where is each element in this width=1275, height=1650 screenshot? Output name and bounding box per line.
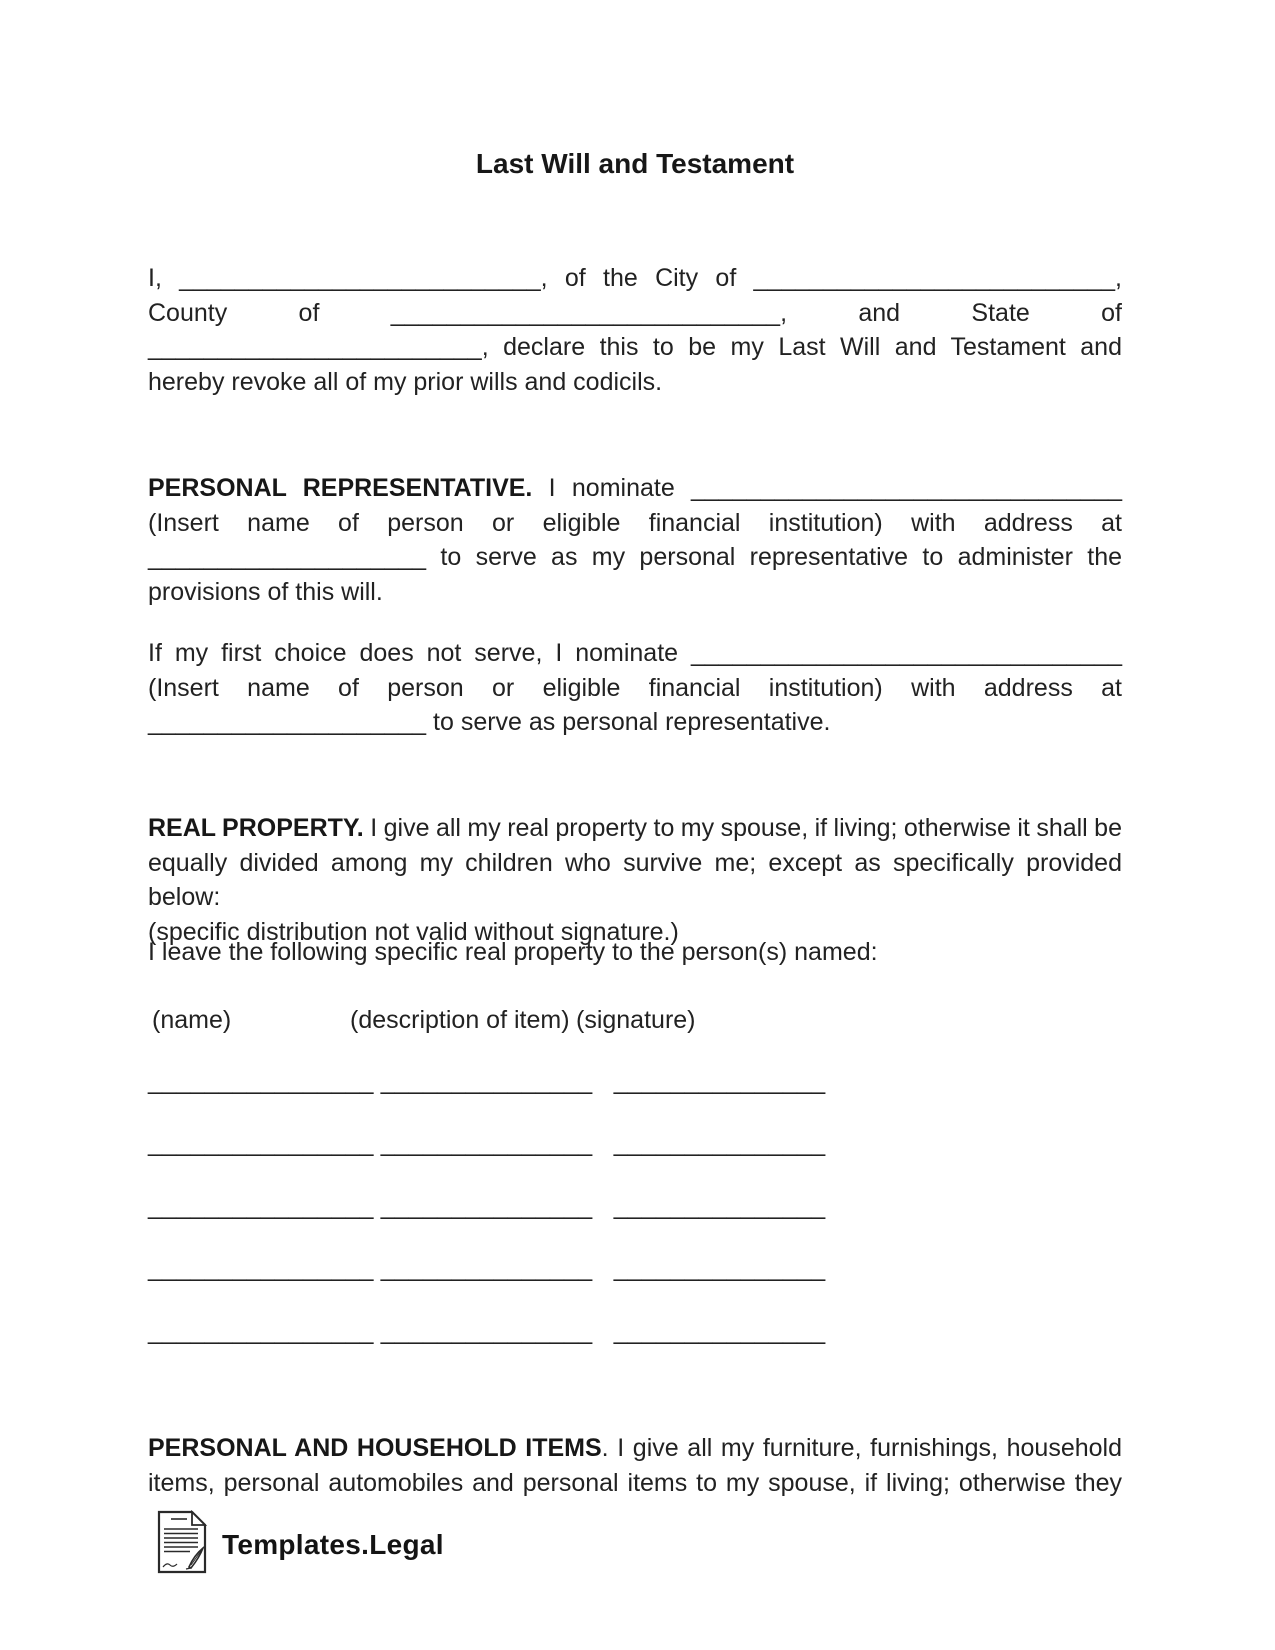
table-row: ________________ _______________ _______________	[148, 1316, 826, 1345]
table-row: ________________ _______________ _______________	[148, 1191, 826, 1220]
household-items-paragraph	[148, 1431, 1122, 1500]
table-row: ________________ _______________ _______________	[148, 1129, 826, 1158]
document-pen-icon	[156, 1510, 208, 1579]
real-property-intro-line: I leave the following specific real property to the person(s) named:	[148, 938, 878, 966]
property-table-header	[148, 1003, 1122, 1038]
intro-line: I, __________________________, of the City of __________________________,	[148, 264, 1122, 292]
personal-representative-heading: PERSONAL REPRESENTATIVE.	[148, 474, 533, 502]
household-items-heading: PERSONAL AND HOUSEHOLD ITEMS	[148, 1434, 602, 1462]
brand-name: Templates.Legal	[222, 1529, 444, 1560]
pr-line: (Insert name of person or eligible financial institution) with address at	[148, 673, 1122, 702]
real-property-heading: REAL PROPERTY.	[148, 814, 364, 842]
rp-line: REAL PROPERTY. I give all my real property to my spouse, if living; otherwise it shall be	[148, 814, 1122, 842]
intro-line: ________________________, declare this to be my Last Will and Testament and	[148, 333, 1122, 362]
pr-line: If my first choice does not serve, I nominate _______________________________	[148, 639, 1122, 667]
table-row: ________________ _______________ _______________	[148, 1067, 826, 1095]
pr-line: provisions of this will.	[148, 578, 383, 607]
column-header-description: (description of item)	[350, 1006, 570, 1034]
intro-paragraph	[148, 261, 1122, 400]
table-row: ________________ _______________ _______________	[148, 1254, 826, 1283]
column-header-signature: (signature)	[576, 1006, 696, 1034]
personal-representative-paragraph-1	[148, 471, 1122, 610]
pr-line: ____________________ to serve as my personal representative to administer the	[148, 543, 1122, 572]
rp-line: (specific distribution not valid without signature.)	[148, 918, 679, 947]
pr-line: PERSONAL REPRESENTATIVE. I nominate _______________________________	[148, 474, 1123, 502]
pr-line: ____________________ to serve as personal representative.	[148, 708, 831, 737]
personal-representative-paragraph-2	[148, 636, 1122, 740]
household-line: items, personal automobiles and personal items to my spouse, if living; otherwise they	[148, 1468, 1122, 1497]
household-line: PERSONAL AND HOUSEHOLD ITEMS. I give all my furniture, furnishings, household	[148, 1434, 1122, 1462]
intro-line: County of ____________________________, and State of	[148, 298, 1122, 327]
property-table-rows	[148, 1050, 1122, 1362]
rp-line: equally divided among my children who survive me; except as specifically provided below:	[148, 848, 1122, 912]
pr-line: (Insert name of person or eligible financial institution) with address at	[148, 508, 1122, 537]
intro-line: hereby revoke all of my prior wills and codicils.	[148, 368, 663, 397]
page-title: Last Will and Testament	[475, 148, 795, 179]
real-property-paragraph	[148, 811, 1122, 950]
column-header-name: (name)	[152, 1006, 232, 1034]
